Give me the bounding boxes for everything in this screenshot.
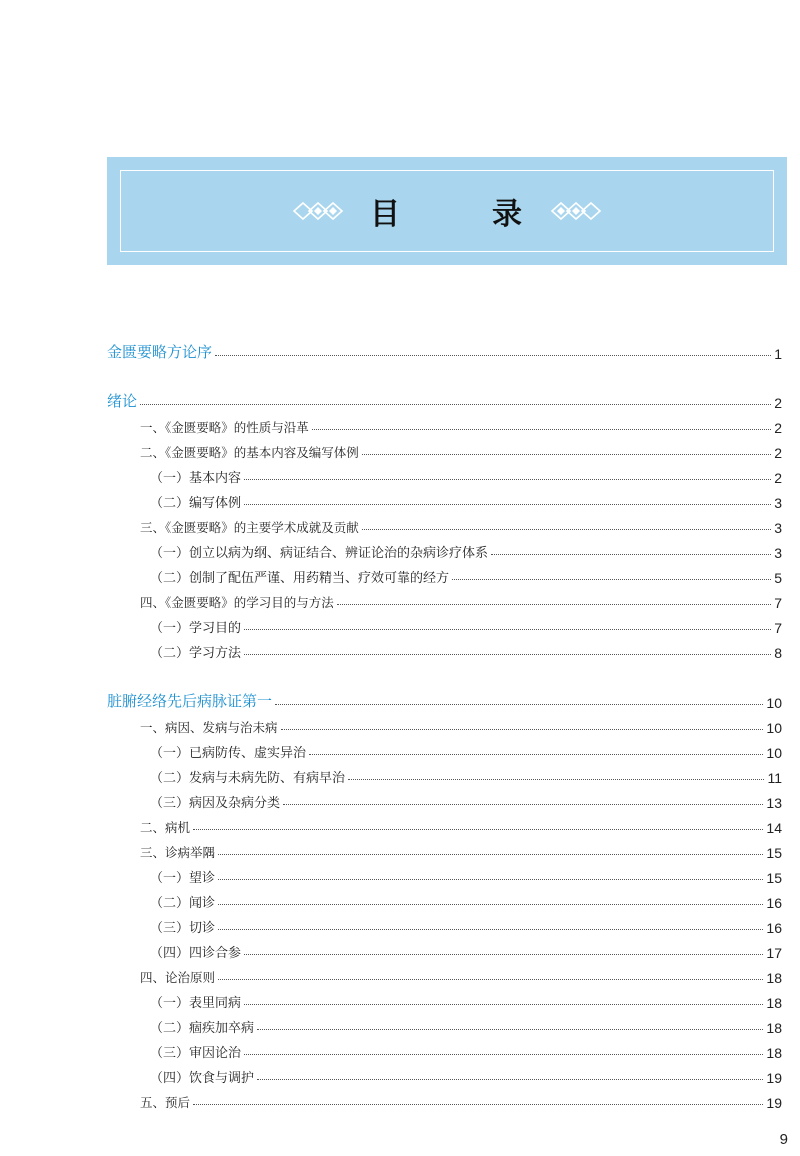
toc-entry-page: 3 — [774, 520, 782, 536]
dot-leader — [257, 1029, 763, 1030]
toc-entry-label: 脏腑经络先后病脉证第一 — [107, 693, 273, 710]
toc-section-entry[interactable] — [140, 439, 782, 461]
dot-leader — [337, 604, 771, 605]
toc-entry-label: 三、诊病举隅 — [140, 845, 216, 860]
toc-entry-page: 2 — [774, 395, 782, 411]
toc-section-entry[interactable] — [140, 589, 782, 611]
toc-entry-label: 金匮要略方论序 — [107, 344, 213, 361]
toc-subsection-entry[interactable] — [150, 1039, 782, 1061]
toc-entry-label: （二）编写体例 — [150, 496, 242, 511]
toc-entry-page: 2 — [774, 470, 782, 486]
toc-entry-page: 2 — [774, 420, 782, 436]
dot-leader — [218, 879, 763, 880]
toc-subsection-entry[interactable] — [150, 889, 782, 911]
dot-leader — [348, 779, 764, 780]
toc-chapter-entry[interactable] — [107, 689, 782, 711]
dot-leader — [215, 355, 771, 356]
toc-entry-label: （二）痼疾加卒病 — [150, 1021, 255, 1036]
toc-section-entry[interactable] — [140, 714, 782, 736]
dot-leader — [218, 854, 763, 855]
toc-entry-page: 7 — [774, 620, 782, 636]
toc-entry-label: （三）病因及杂病分类 — [150, 796, 281, 811]
dot-leader — [218, 904, 763, 905]
toc-entry-label: （一）已病防传、虚实异治 — [150, 746, 307, 761]
toc-subsection-entry[interactable] — [150, 614, 782, 636]
toc-subsection-entry[interactable] — [150, 739, 782, 761]
dot-leader — [244, 954, 763, 955]
toc-subsection-entry[interactable] — [150, 1014, 782, 1036]
dot-leader — [244, 1054, 763, 1055]
toc-subsection-entry[interactable] — [150, 939, 782, 961]
page-number: 9 — [779, 1131, 788, 1148]
toc-section-entry[interactable] — [140, 414, 782, 436]
toc-entry-page: 19 — [766, 1095, 782, 1111]
toc-subsection-entry[interactable] — [150, 789, 782, 811]
dot-leader — [275, 704, 763, 705]
toc-entry-label: 二、病机 — [140, 820, 191, 835]
toc-subsection-entry[interactable] — [150, 539, 782, 561]
dot-leader — [452, 579, 771, 580]
toc-entry-label: 四、论治原则 — [140, 970, 216, 985]
toc-entry-page: 18 — [766, 995, 782, 1011]
dot-leader — [283, 804, 763, 805]
dot-leader — [218, 929, 763, 930]
toc-entry-page: 15 — [766, 870, 782, 886]
toc-entry-label: （四）四诊合参 — [150, 946, 242, 961]
toc-entry-page: 3 — [774, 545, 782, 561]
toc-section-entry[interactable] — [140, 814, 782, 836]
toc-entry-label: 四、《金匮要略》的学习目的与方法 — [140, 595, 334, 610]
dot-leader — [244, 504, 771, 505]
toc-subsection-entry[interactable] — [150, 914, 782, 936]
toc-entry-label: 五、预后 — [140, 1095, 191, 1110]
toc-subsection-entry[interactable] — [150, 464, 782, 486]
toc-subsection-entry[interactable] — [150, 1064, 782, 1086]
dot-leader — [281, 729, 764, 730]
toc-entry-page: 15 — [766, 845, 782, 861]
dot-leader — [193, 829, 763, 830]
toc-entry-label: （二）发病与未病先防、有病早治 — [150, 771, 346, 786]
toc-section-entry[interactable] — [140, 839, 782, 861]
toc-entry-label: 绪论 — [107, 393, 138, 410]
toc-chapter-entry[interactable] — [107, 340, 782, 362]
toc-entry-page: 13 — [766, 795, 782, 811]
toc-entry-label: 三、《金匮要略》的主要学术成就及贡献 — [140, 520, 359, 535]
toc-entry-page: 2 — [774, 445, 782, 461]
toc-entry-label: （一）基本内容 — [150, 471, 242, 486]
toc-entry-label: 一、病因、发病与治未病 — [140, 720, 278, 735]
dot-leader — [140, 404, 771, 405]
dot-leader — [312, 429, 771, 430]
toc-entry-page: 3 — [774, 495, 782, 511]
toc-entry-page: 17 — [766, 945, 782, 961]
toc-entry-label: （三）切诊 — [150, 921, 216, 936]
toc-entry-page: 18 — [766, 1045, 782, 1061]
page-title-right: 录 — [492, 197, 524, 232]
dot-leader — [244, 479, 771, 480]
toc-entry-page: 18 — [766, 970, 782, 986]
dot-leader — [244, 629, 771, 630]
dot-leader — [244, 1004, 763, 1005]
toc-subsection-entry[interactable] — [150, 989, 782, 1011]
toc-entry-label: （一）望诊 — [150, 871, 216, 886]
toc-entry-page: 14 — [766, 820, 782, 836]
toc-entry-label: （二）闻诊 — [150, 896, 216, 911]
toc-entry-page: 10 — [766, 745, 782, 761]
toc-entry-page: 10 — [766, 720, 782, 736]
toc-entry-page: 10 — [766, 695, 782, 711]
toc-entry-page: 19 — [766, 1070, 782, 1086]
toc-entry-page: 7 — [774, 595, 782, 611]
dot-leader — [362, 529, 771, 530]
dot-leader — [362, 454, 771, 455]
toc-entry-label: （一）创立以病为纲、病证结合、辨证论治的杂病诊疗体系 — [150, 546, 489, 561]
toc-entry-label: 二、《金匮要略》的基本内容及编写体例 — [140, 445, 359, 460]
dot-leader — [193, 1104, 763, 1105]
toc-entry-label: （四）饮食与调护 — [150, 1071, 255, 1086]
toc-subsection-entry[interactable] — [150, 489, 782, 511]
toc-entry-page: 16 — [766, 920, 782, 936]
toc-entry-label: （二）学习方法 — [150, 646, 242, 661]
toc-entry-label: （一）学习目的 — [150, 621, 242, 636]
toc-entry-page: 8 — [774, 645, 782, 661]
toc-entry-label: 一、《金匮要略》的性质与沿革 — [140, 420, 309, 435]
toc-chapter-entry[interactable] — [107, 389, 782, 411]
toc-entry-page: 1 — [774, 346, 782, 362]
toc-section-entry[interactable] — [140, 964, 782, 986]
toc-subsection-entry[interactable] — [150, 864, 782, 886]
toc-subsection-entry[interactable] — [150, 764, 782, 786]
toc-entry-label: （二）创制了配伍严谨、用药精当、疗效可靠的经方 — [150, 571, 450, 586]
dot-leader — [309, 754, 763, 755]
toc-entry-page: 5 — [774, 570, 782, 586]
toc-subsection-entry[interactable] — [150, 639, 782, 661]
dot-leader — [257, 1079, 763, 1080]
toc-section-entry[interactable] — [140, 514, 782, 536]
page-title-left: 目 — [370, 197, 402, 232]
toc-section-entry[interactable] — [140, 1089, 782, 1111]
toc-entry-label: （一）表里同病 — [150, 996, 242, 1011]
dot-leader — [491, 554, 771, 555]
dot-leader — [244, 654, 771, 655]
toc-entry-label: （三）审因论治 — [150, 1046, 242, 1061]
dot-leader — [218, 979, 763, 980]
toc-entry-page: 18 — [766, 1020, 782, 1036]
toc-subsection-entry[interactable] — [150, 564, 782, 586]
toc-entry-page: 16 — [766, 895, 782, 911]
toc-entry-page: 11 — [767, 770, 782, 786]
